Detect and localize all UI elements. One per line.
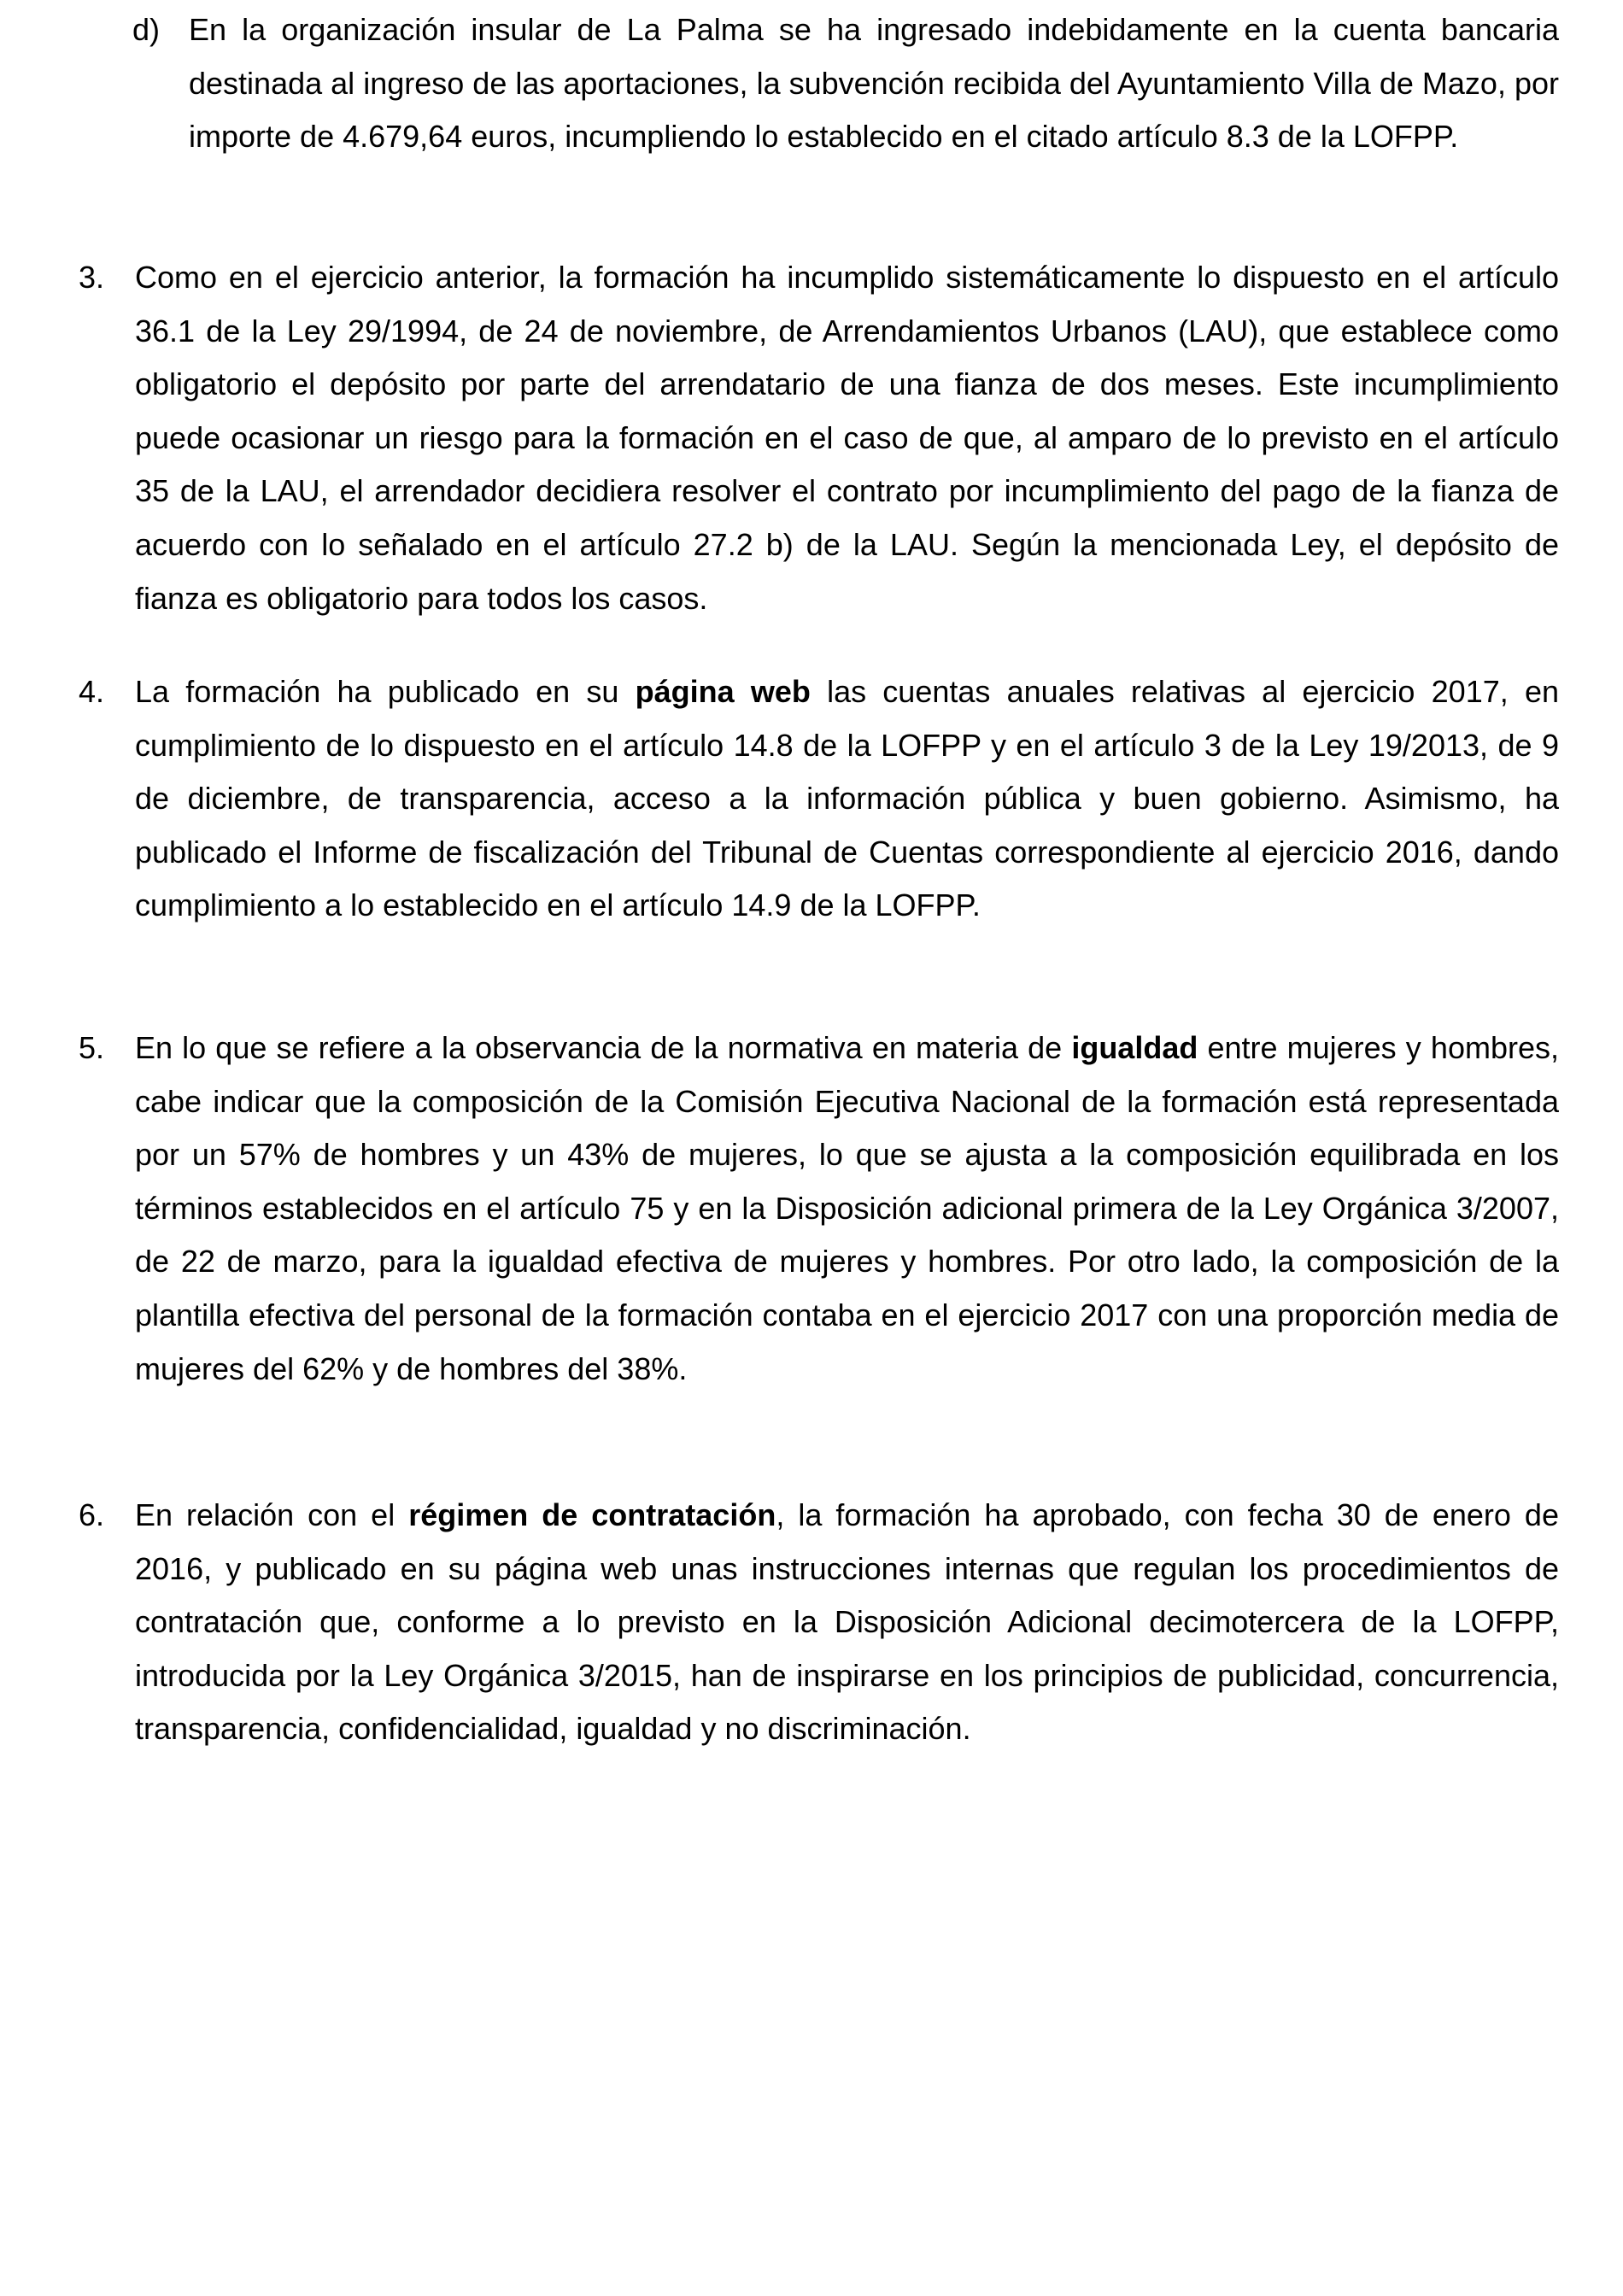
- text-segment: las cuentas anuales relativas al ejercicio 2017, en cumplimiento de lo dispuesto en el artículo 14.8 de la LOFPP y en el artículo 3 de la Ley 19/2013, de 9 de diciembre, de transparencia, acceso a la información pública y buen gobierno. Asimismo, ha publicado el Informe de fiscalización del Tribunal de Cuentas correspondiente al ejercicio 2016, dando cumplimiento a lo establecido en el artículo 14.9 de la LOFPP.: [135, 674, 1560, 923]
- text-segment: En relación con el: [135, 1497, 409, 1532]
- paragraph-text: Como en el ejercicio anterior, la formación ha incumplido sistemáticamente lo dispuesto en el artículo 36.1 de la Ley 29/1994, de 24 de noviembre, de Arrendamientos Urbanos (LAU), que establece como obligatorio el depósito por parte del arrendatario de una fianza de dos meses. Este incumplimiento puede ocasionar un riesgo para la formación en el caso de que, al amparo de lo previsto en el artículo 35 de la LAU, el arrendador decidiera resolver el contrato por incumplimiento del pago de la fianza de acuerdo con lo señalado en el artículo 27.2 b) de la LAU. Según la mencionada Ley, el depósito de fianza es obligatorio para todos los casos.: [135, 260, 1559, 616]
- bold-term: igualdad: [1071, 1030, 1198, 1065]
- paragraph-text: [79, 665, 1559, 933]
- list-item-6: [79, 1489, 1559, 1756]
- text-segment: En lo que se refiere a la observancia de la normativa en materia de: [135, 1030, 1072, 1065]
- text-segment: entre mujeres y hombres, cabe indicar que la composición de la Comisión Ejecutiva Nacional de la formación está representada por un 57% de hombres y un 43% de mujeres, lo que se ajusta a la composición equilibrada en los términos establecidos en el artículo 75 y en la Disposición adicional primera de la Ley Orgánica 3/2007, de 22 de marzo, para la igualdad efectiva de mujeres y hombres. Por otro lado, la composición de la plantilla efectiva del personal de la formación contaba en el ejercicio 2017 con una proporción media de mujeres del 62% y de hombres del 38%.: [135, 1030, 1559, 1386]
- list-marker: 3.: [79, 260, 105, 295]
- list-marker: 5.: [79, 1030, 105, 1065]
- paragraph-text: En la organización insular de La Palma se ha ingresado indebidamente en la cuenta bancaria destinada al ingreso de las aportaciones, la subvención recibida del Ayuntamiento Villa de Mazo, por importe de 4.679,64 euros, incumpliendo lo establecido en el citado artículo 8.3 de la LOFPP.: [189, 12, 1559, 155]
- text-segment: La formación ha publicado en su: [135, 674, 636, 709]
- list-item-d: [132, 3, 1559, 164]
- list-marker: 4.: [79, 674, 105, 709]
- list-item-5: [79, 1022, 1559, 1396]
- list-item-4: [79, 665, 1559, 933]
- paragraph-text: [79, 1022, 1559, 1396]
- bold-term: régimen de contratación: [408, 1497, 776, 1532]
- list-item-3: [79, 251, 1559, 625]
- list-marker: d): [132, 12, 161, 47]
- paragraph-text: [79, 1489, 1559, 1756]
- list-marker: 6.: [79, 1497, 105, 1532]
- bold-term: página web: [635, 674, 811, 709]
- text-segment: , la formación ha aprobado, con fecha 30 de enero de 2016, y publicado en su página web unas instrucciones internas que regulan los procedimientos de contratación que, conforme a lo previsto en la Disposición Adicional decimotercera de la LOFPP, introducida por la Ley Orgánica 3/2015, han de inspirarse en los principios de publicidad, concurrencia, transparencia, confidencialidad, igualdad y no discriminación.: [135, 1497, 1559, 1747]
